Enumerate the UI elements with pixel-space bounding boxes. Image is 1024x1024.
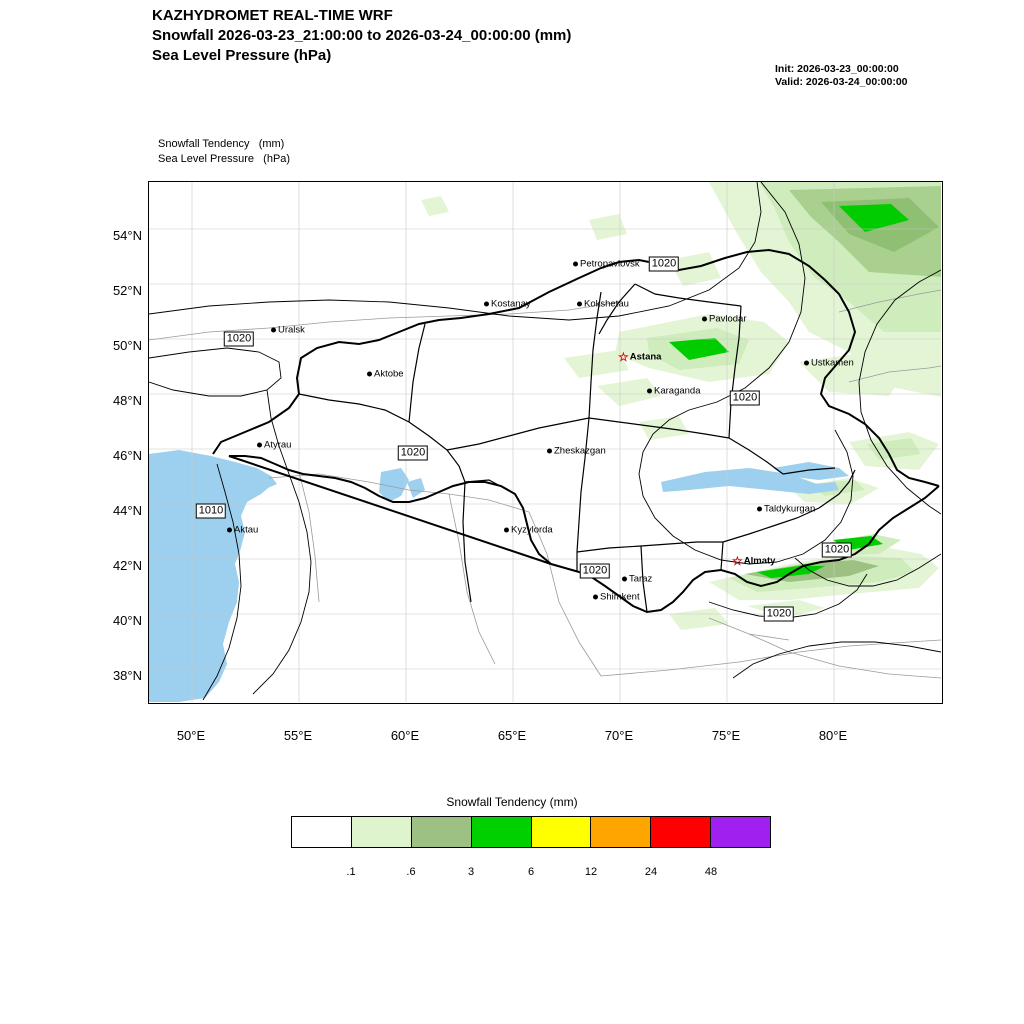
y-tick-52: 52°N bbox=[112, 283, 142, 298]
city-dot-icon bbox=[367, 371, 372, 376]
contour-label-1020-north: 1020 bbox=[649, 257, 679, 272]
header-block bbox=[152, 6, 852, 66]
colorbar-swatch-4 bbox=[532, 817, 592, 847]
header-title-line-1: KAZHYDROMET REAL-TIME WRF bbox=[152, 7, 393, 24]
contour-label-1020-central: 1020 bbox=[398, 446, 428, 461]
map-plot-area bbox=[148, 181, 943, 704]
header-title-line-2: Snowfall 2026-03-23_21:00:00 to 2026-03-24_00:00:00 (mm) bbox=[152, 27, 572, 44]
valid-time-label: Valid: 2026-03-24_00:00:00 bbox=[775, 76, 908, 88]
colorbar-swatch-5 bbox=[591, 817, 651, 847]
colorbar-tick-4: 12 bbox=[584, 866, 598, 878]
snowfall-shading-layer bbox=[421, 182, 941, 630]
init-valid-block bbox=[775, 63, 908, 89]
x-tick-55: 55°E bbox=[283, 728, 313, 743]
city-ustkamen: Ustkamen bbox=[804, 358, 854, 369]
city-dot-icon bbox=[622, 576, 627, 581]
city-dot-icon bbox=[484, 301, 489, 306]
city-taldykurgan: Taldykurgan bbox=[757, 504, 815, 515]
city-taraz: Taraz bbox=[622, 574, 652, 585]
x-tick-60: 60°E bbox=[390, 728, 420, 743]
city-aktau: Aktau bbox=[227, 525, 258, 536]
city-kyzylorda: Kyzylorda bbox=[504, 525, 553, 536]
x-tick-70: 70°E bbox=[604, 728, 634, 743]
city-dot-icon bbox=[257, 442, 262, 447]
city-zheskazgan: Zheskazgan bbox=[547, 446, 606, 457]
city-dot-icon bbox=[271, 327, 276, 332]
capital-star-icon: ☆ bbox=[618, 350, 629, 364]
city-kostanay: Kostanay bbox=[484, 299, 531, 310]
colorbar-title: Snowfall Tendency (mm) bbox=[446, 795, 578, 809]
city-almaty: ☆Almaty bbox=[732, 554, 776, 568]
sub-label-pressure: Sea Level Pressure (hPa) bbox=[158, 153, 291, 165]
header-title-line-3: Sea Level Pressure (hPa) bbox=[152, 47, 332, 64]
city-kokshetau: Kokshetau bbox=[577, 299, 629, 310]
y-tick-48: 48°N bbox=[112, 393, 142, 408]
y-axis-tick-labels bbox=[60, 181, 142, 704]
contour-label-1020-east: 1020 bbox=[730, 391, 760, 406]
y-tick-46: 46°N bbox=[112, 448, 142, 463]
city-dot-icon bbox=[573, 261, 578, 266]
city-dot-icon bbox=[757, 506, 762, 511]
colorbar-swatch-7 bbox=[711, 817, 770, 847]
capital-star-icon: ☆ bbox=[732, 554, 743, 568]
y-tick-40: 40°N bbox=[112, 613, 142, 628]
city-dot-icon bbox=[593, 594, 598, 599]
y-tick-44: 44°N bbox=[112, 503, 142, 518]
city-dot-icon bbox=[227, 527, 232, 532]
city-dot-icon bbox=[804, 360, 809, 365]
y-tick-42: 42°N bbox=[112, 558, 142, 573]
y-tick-54: 54°N bbox=[112, 228, 142, 243]
contour-label-1020-south: 1020 bbox=[580, 564, 610, 579]
city-aktobe: Aktobe bbox=[367, 369, 404, 380]
colorbar-tick-6: 48 bbox=[704, 866, 718, 878]
contour-label-1010-caspian: 1010 bbox=[196, 504, 226, 519]
x-tick-80: 80°E bbox=[818, 728, 848, 743]
city-dot-icon bbox=[547, 448, 552, 453]
x-tick-75: 75°E bbox=[711, 728, 741, 743]
city-shimkent: Shimkent bbox=[593, 592, 640, 603]
colorbar-swatch-6 bbox=[651, 817, 711, 847]
colorbar-tick-labels bbox=[291, 866, 771, 882]
x-axis-tick-labels bbox=[148, 728, 943, 750]
city-pavlodar: Pavlodar bbox=[702, 314, 747, 325]
city-uralsk: Uralsk bbox=[271, 325, 305, 336]
city-petropavlovsk: Petropavlovsk bbox=[573, 259, 640, 270]
contour-label-1020-southmost: 1020 bbox=[764, 607, 794, 622]
x-tick-65: 65°E bbox=[497, 728, 527, 743]
colorbar bbox=[291, 816, 771, 848]
colorbar-swatch-2 bbox=[412, 817, 472, 847]
x-tick-50: 50°E bbox=[176, 728, 206, 743]
city-atyrau: Atyrau bbox=[257, 440, 291, 451]
contour-label-1020-southeast: 1020 bbox=[822, 543, 852, 558]
y-tick-50: 50°N bbox=[112, 338, 142, 353]
city-dot-icon bbox=[577, 301, 582, 306]
city-karaganda: Karaganda bbox=[647, 386, 700, 397]
colorbar-swatch-0 bbox=[292, 817, 352, 847]
colorbar-tick-5: 24 bbox=[644, 866, 658, 878]
colorbar-swatch-3 bbox=[472, 817, 532, 847]
city-dot-icon bbox=[702, 316, 707, 321]
colorbar-swatch-1 bbox=[352, 817, 412, 847]
city-dot-icon bbox=[504, 527, 509, 532]
y-tick-38: 38°N bbox=[112, 668, 142, 683]
colorbar-tick-3: 6 bbox=[527, 866, 535, 878]
city-dot-icon bbox=[647, 388, 652, 393]
colorbar-tick-2: 3 bbox=[467, 866, 475, 878]
sub-label-snowfall: Snowfall Tendency (mm) bbox=[158, 138, 285, 150]
plot-sub-labels bbox=[158, 137, 290, 167]
contour-label-1020-west: 1020 bbox=[224, 332, 254, 347]
colorbar-tick-1: .6 bbox=[406, 866, 416, 878]
colorbar-tick-0: .1 bbox=[346, 866, 356, 878]
init-time-label: Init: 2026-03-23_00:00:00 bbox=[775, 63, 899, 75]
city-astana: ☆Astana bbox=[618, 350, 662, 364]
